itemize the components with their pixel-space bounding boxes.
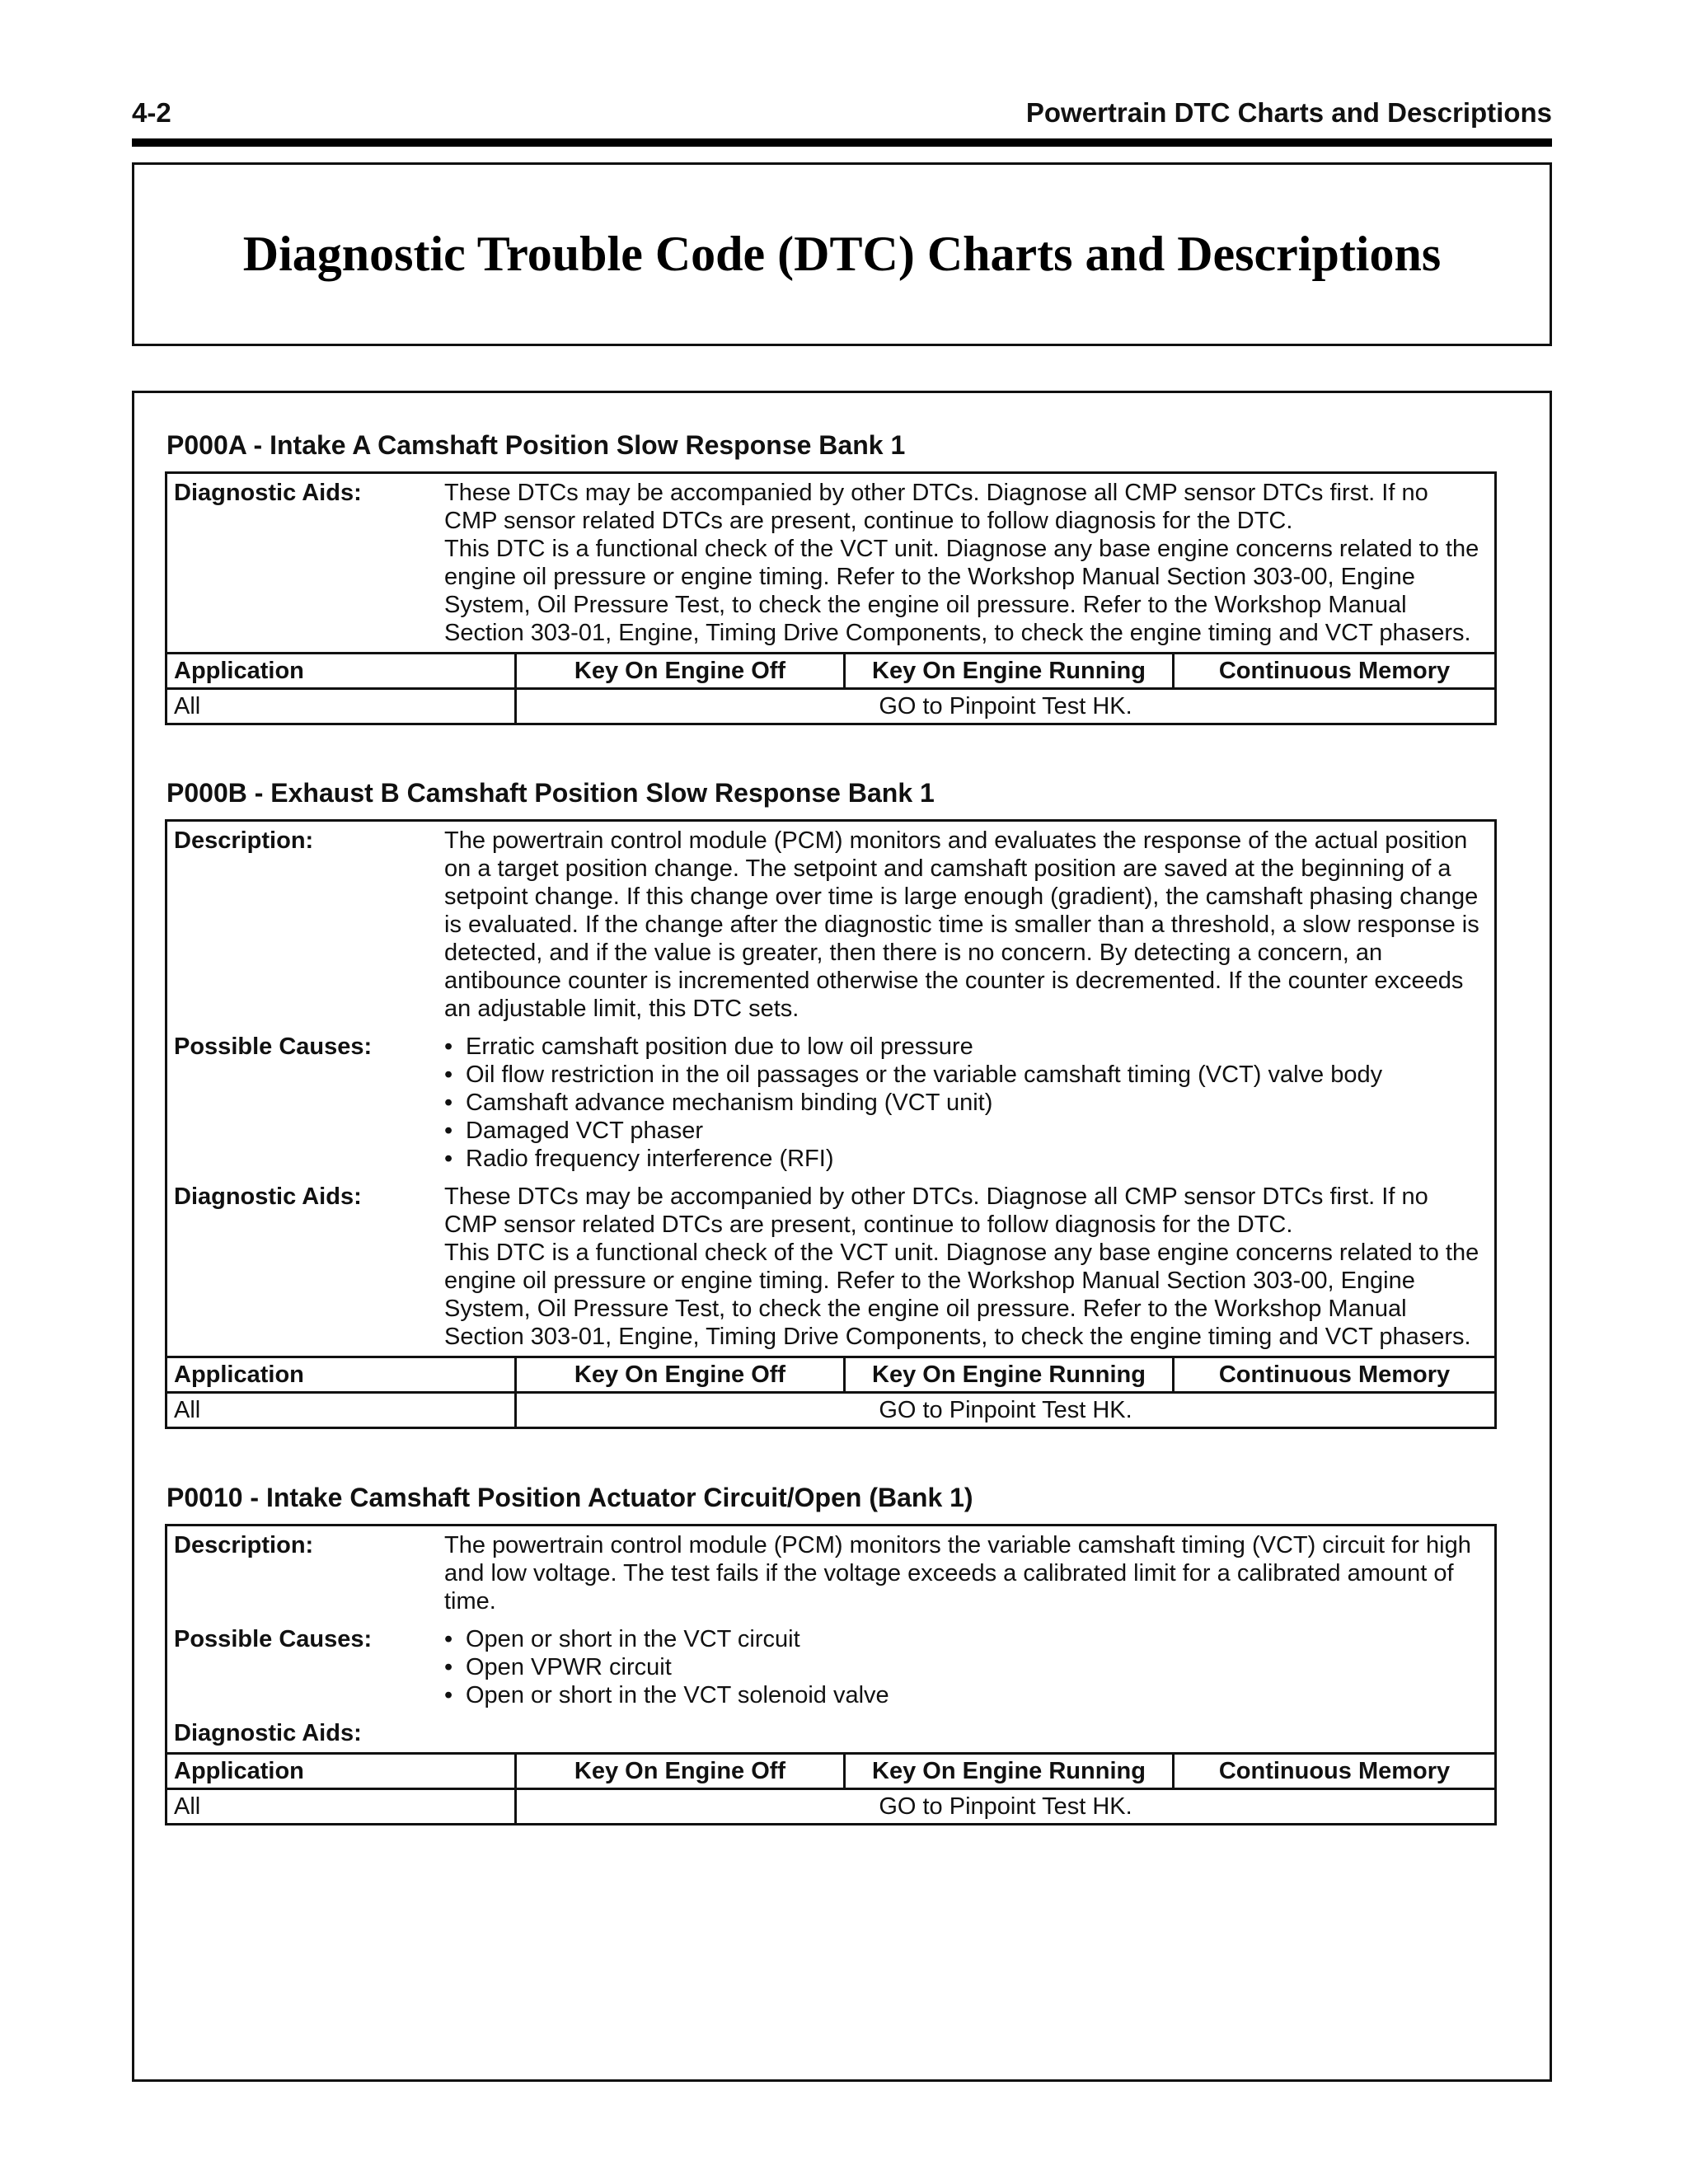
info-block	[167, 1526, 1494, 1752]
possible-causes-list-wrap	[444, 1033, 1494, 1173]
dtc-title: P0010 - Intake Camshaft Position Actuator Circuit/Open (Bank 1)	[166, 1483, 973, 1512]
dtc-title: P000B - Exhaust B Camshaft Position Slow Response Bank 1	[166, 778, 935, 808]
description-text	[444, 1531, 1494, 1615]
action-cell: GO to Pinpoint Test HK.	[516, 1393, 1495, 1427]
table-row	[167, 689, 1494, 724]
diagnostic-aids-paragraph: This DTC is a functional check of the VCT unit. Diagnose any base engine concerns related to the engine oil pressure or engine timing. Refer to the Workshop Manual Section 303-00, Engine System, Oil Pressure Test, to check the engine oil pressure. Refer to the Workshop Manual Section 303-01, Engine, Timing Drive Components, to check the engine timing and VCT phasers.	[444, 536, 1479, 646]
cm-header: Continuous Memory	[1174, 654, 1495, 689]
description-paragraph: The powertrain control module (PCM) monitors the variable camshaft timing (VCT) circuit for high and low voltage. The test fails if the voltage exceeds a calibrated limit for a calibrated amount of time.	[444, 1532, 1471, 1615]
dtc-box	[165, 1524, 1497, 1825]
diagnostic-aids-text	[444, 1719, 1494, 1747]
table-header-row	[167, 1754, 1494, 1789]
action-cell: GO to Pinpoint Test HK.	[516, 689, 1495, 724]
possible-causes-label: Possible Causes:	[174, 1033, 373, 1060]
application-cell: All	[167, 1789, 516, 1824]
diagnostic-aids-paragraph: These DTCs may be accompanied by other DTCs. Diagnose all CMP sensor DTCs first. If no CMP sensor related DTCs are present, continue to follow diagnosis for the DTC.	[444, 1183, 1428, 1238]
dtc-box	[165, 819, 1497, 1429]
application-cell: All	[167, 1393, 516, 1427]
cm-header: Continuous Memory	[1174, 1357, 1495, 1393]
diagnostic-aids-label: Diagnostic Aids:	[174, 1720, 362, 1746]
list-item: • Damaged VCT phaser	[444, 1117, 1484, 1145]
diagnostic-aids-row	[167, 479, 1494, 647]
koeo-header: Key On Engine Off	[516, 654, 845, 689]
application-table	[167, 652, 1494, 723]
diagnostic-aids-row	[167, 1719, 1494, 1747]
koer-header: Key On Engine Running	[845, 654, 1174, 689]
koer-header: Key On Engine Running	[845, 1754, 1174, 1789]
table-row	[167, 1393, 1494, 1427]
possible-causes-list	[444, 1033, 1484, 1173]
list-item: • Open VPWR circuit	[444, 1653, 1484, 1681]
page-number: 4-2	[132, 97, 171, 128]
diagnostic-aids-paragraph: This DTC is a functional check of the VCT unit. Diagnose any base engine concerns related to the engine oil pressure or engine timing. Refer to the Workshop Manual Section 303-00, Engine System, Oil Pressure Test, to check the engine oil pressure. Refer to the Workshop Manual Section 303-01, Engine, Timing Drive Components, to check the engine timing and VCT phasers.	[444, 1240, 1479, 1350]
application-table	[167, 1752, 1494, 1823]
title-box	[132, 162, 1552, 346]
dtc-title: P000A - Intake A Camshaft Position Slow Response Bank 1	[166, 430, 906, 460]
info-block	[167, 474, 1494, 652]
koer-header: Key On Engine Running	[845, 1357, 1174, 1393]
table-header-row	[167, 1357, 1494, 1393]
dtc-box	[165, 471, 1497, 725]
possible-causes-row	[167, 1033, 1494, 1173]
possible-causes-label: Possible Causes:	[174, 1626, 373, 1652]
list-item: • Oil flow restriction in the oil passages or the variable camshaft timing (VCT) valve body	[444, 1061, 1484, 1089]
cm-header: Continuous Memory	[1174, 1754, 1495, 1789]
application-header: Application	[167, 654, 516, 689]
info-block	[167, 822, 1494, 1356]
description-text	[444, 827, 1494, 1023]
possible-causes-list	[444, 1625, 1484, 1709]
application-table	[167, 1356, 1494, 1427]
description-label: Description:	[174, 827, 314, 854]
list-item: • Erratic camshaft position due to low oil pressure	[444, 1033, 1484, 1061]
page-title: Diagnostic Trouble Code (DTC) Charts and Descriptions	[242, 227, 1442, 281]
koeo-header: Key On Engine Off	[516, 1754, 845, 1789]
possible-causes-list-wrap	[444, 1625, 1494, 1709]
diagnostic-aids-paragraph: These DTCs may be accompanied by other DTCs. Diagnose all CMP sensor DTCs first. If no CMP sensor related DTCs are present, continue to follow diagnosis for the DTC.	[444, 480, 1428, 534]
list-item: • Open or short in the VCT solenoid valve	[444, 1681, 1484, 1709]
application-header: Application	[167, 1754, 516, 1789]
description-row	[167, 1531, 1494, 1615]
application-cell: All	[167, 689, 516, 724]
koeo-header: Key On Engine Off	[516, 1357, 845, 1393]
page-header	[132, 97, 1552, 147]
table-row	[167, 1789, 1494, 1824]
diagnostic-aids-text	[444, 1183, 1494, 1351]
dtc-entry-p0010	[165, 1479, 1497, 1825]
diagnostic-aids-row	[167, 1183, 1494, 1351]
section-title: Powertrain DTC Charts and Descriptions	[1025, 97, 1552, 128]
diagnostic-aids-label: Diagnostic Aids:	[174, 480, 362, 506]
description-label: Description:	[174, 1532, 314, 1558]
dtc-entry-p000a	[165, 427, 1497, 725]
dtc-entry-p000b	[165, 775, 1497, 1429]
description-paragraph: The powertrain control module (PCM) monitors and evaluates the response of the actual position on a target position change. The setpoint and camshaft position are saved at the beginning of a setpoint change. If this change over time is large enough (gradient), the camshaft phasing change is evaluated. If the change after the diagnostic time is smaller than a threshold, a slow response is detected, and if the value is greater, then there is no concern. By detecting a concern, an antibounce counter is incremented otherwise the counter is decremented. If the counter exceeds an adjustable limit, this DTC sets.	[444, 827, 1479, 1022]
diagnostic-aids-text	[444, 479, 1494, 647]
table-header-row	[167, 654, 1494, 689]
list-item: • Camshaft advance mechanism binding (VCT unit)	[444, 1089, 1484, 1117]
list-item: • Open or short in the VCT circuit	[444, 1625, 1484, 1653]
application-header: Application	[167, 1357, 516, 1393]
action-cell: GO to Pinpoint Test HK.	[516, 1789, 1495, 1824]
possible-causes-row	[167, 1625, 1494, 1709]
description-row	[167, 827, 1494, 1023]
diagnostic-aids-label: Diagnostic Aids:	[174, 1183, 362, 1210]
list-item: • Radio frequency interference (RFI)	[444, 1145, 1484, 1173]
